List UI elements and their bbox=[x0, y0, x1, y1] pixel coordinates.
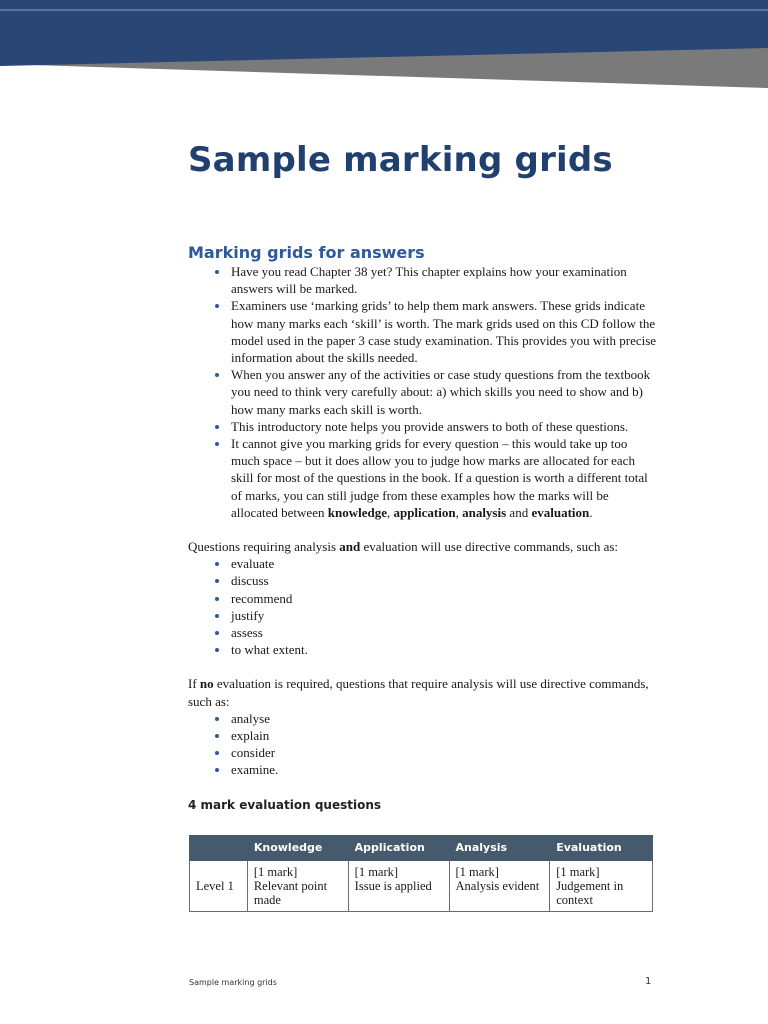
analysis-only-paragraph bbox=[188, 675, 658, 709]
separator: , bbox=[386, 504, 394, 520]
cell-line: Judgement in bbox=[556, 879, 624, 893]
bullet-item: Have you read Chapter 38 yet? This chapter explains how your examination answers will be marked. bbox=[188, 263, 658, 297]
command-item: analyse bbox=[188, 710, 658, 727]
application-cell bbox=[348, 861, 449, 912]
separator: and bbox=[506, 504, 532, 520]
command-item: consider bbox=[188, 744, 658, 761]
period: . bbox=[589, 504, 593, 520]
command-item: explain bbox=[188, 727, 658, 744]
emphasis-no: no bbox=[199, 676, 214, 692]
cell-line: Analysis evident bbox=[455, 879, 540, 893]
main-content bbox=[188, 263, 658, 814]
cell-line: made bbox=[253, 893, 281, 907]
footer-title: Sample marking grids bbox=[189, 978, 277, 987]
analysis-cell bbox=[449, 861, 550, 912]
column-header: Evaluation bbox=[550, 836, 653, 861]
header-banner bbox=[0, 0, 768, 92]
command-item: evaluate bbox=[188, 555, 658, 572]
term-knowledge: knowledge bbox=[327, 504, 387, 520]
bullet-item: This introductory note helps you provide answers to both of these questions. bbox=[188, 418, 658, 435]
section-heading: Marking grids for answers bbox=[188, 243, 425, 262]
analysis-evaluation-paragraph bbox=[188, 538, 658, 555]
intro-bullet-list bbox=[188, 263, 658, 521]
paragraph-text: Questions requiring analysis bbox=[188, 539, 340, 555]
cell-line: context bbox=[556, 893, 593, 907]
emphasis-and: and bbox=[339, 539, 361, 555]
column-header: Knowledge bbox=[247, 836, 348, 861]
command-item: assess bbox=[188, 624, 658, 641]
command-item: recommend bbox=[188, 590, 658, 607]
cell-line: [1 mark] bbox=[455, 865, 499, 879]
cell-line: [1 mark] bbox=[253, 865, 298, 879]
analysis-commands-list bbox=[188, 710, 658, 779]
cell-line: [1 mark] bbox=[354, 865, 399, 879]
separator: , bbox=[455, 504, 463, 520]
evaluation-commands-list bbox=[188, 555, 658, 658]
column-header: Analysis bbox=[449, 836, 550, 861]
knowledge-cell bbox=[247, 861, 348, 912]
cell-line: Issue is applied bbox=[354, 879, 432, 893]
term-analysis: analysis bbox=[462, 504, 507, 520]
paragraph-text: evaluation is required, questions that require analysis will use directive commands, such as: bbox=[188, 676, 649, 709]
table-header-row bbox=[190, 836, 653, 861]
command-item: examine. bbox=[188, 761, 658, 778]
bullet-item bbox=[188, 435, 658, 521]
bullet-item: Examiners use ‘marking grids’ to help them mark answers. These grids indicate how many marks each ‘skill’ is worth. The mark grids used on this CD follow the model used in the paper 3 case study examination. This provides you with precise information about the skills needed. bbox=[188, 297, 658, 366]
command-item: to what extent. bbox=[188, 641, 658, 658]
command-item: discuss bbox=[188, 572, 658, 589]
table-row bbox=[190, 861, 653, 912]
bullet-text: It cannot give you marking grids for every question – this would take up too much space – but it does allow you to judge how marks are allocated for each skill for most of the questions in the book. If a question is worth a different total of marks, you can still judge from these examples how the marks will be allocated between bbox=[231, 436, 648, 520]
page-number: 1 bbox=[645, 976, 652, 987]
level-cell: Level 1 bbox=[190, 861, 248, 912]
cell-line: [1 mark] bbox=[556, 865, 600, 879]
paragraph-text: If bbox=[188, 676, 200, 692]
marking-grid-table bbox=[189, 835, 653, 912]
table-heading: 4 mark evaluation questions bbox=[188, 797, 382, 812]
paragraph-text: evaluation will use directive commands, such as: bbox=[360, 539, 619, 555]
page-title: Sample marking grids bbox=[188, 140, 613, 180]
term-application: application bbox=[393, 504, 456, 520]
command-item: justify bbox=[188, 607, 658, 624]
bullet-item: When you answer any of the activities or case study questions from the textbook you need to think very carefully about: a) which skills you need to show and b) how many marks each skill is worth. bbox=[188, 366, 658, 418]
evaluation-cell bbox=[550, 861, 653, 912]
term-evaluation: evaluation bbox=[531, 504, 590, 520]
column-header: Application bbox=[348, 836, 449, 861]
column-header bbox=[190, 836, 248, 861]
cell-line: Relevant point bbox=[253, 879, 328, 893]
